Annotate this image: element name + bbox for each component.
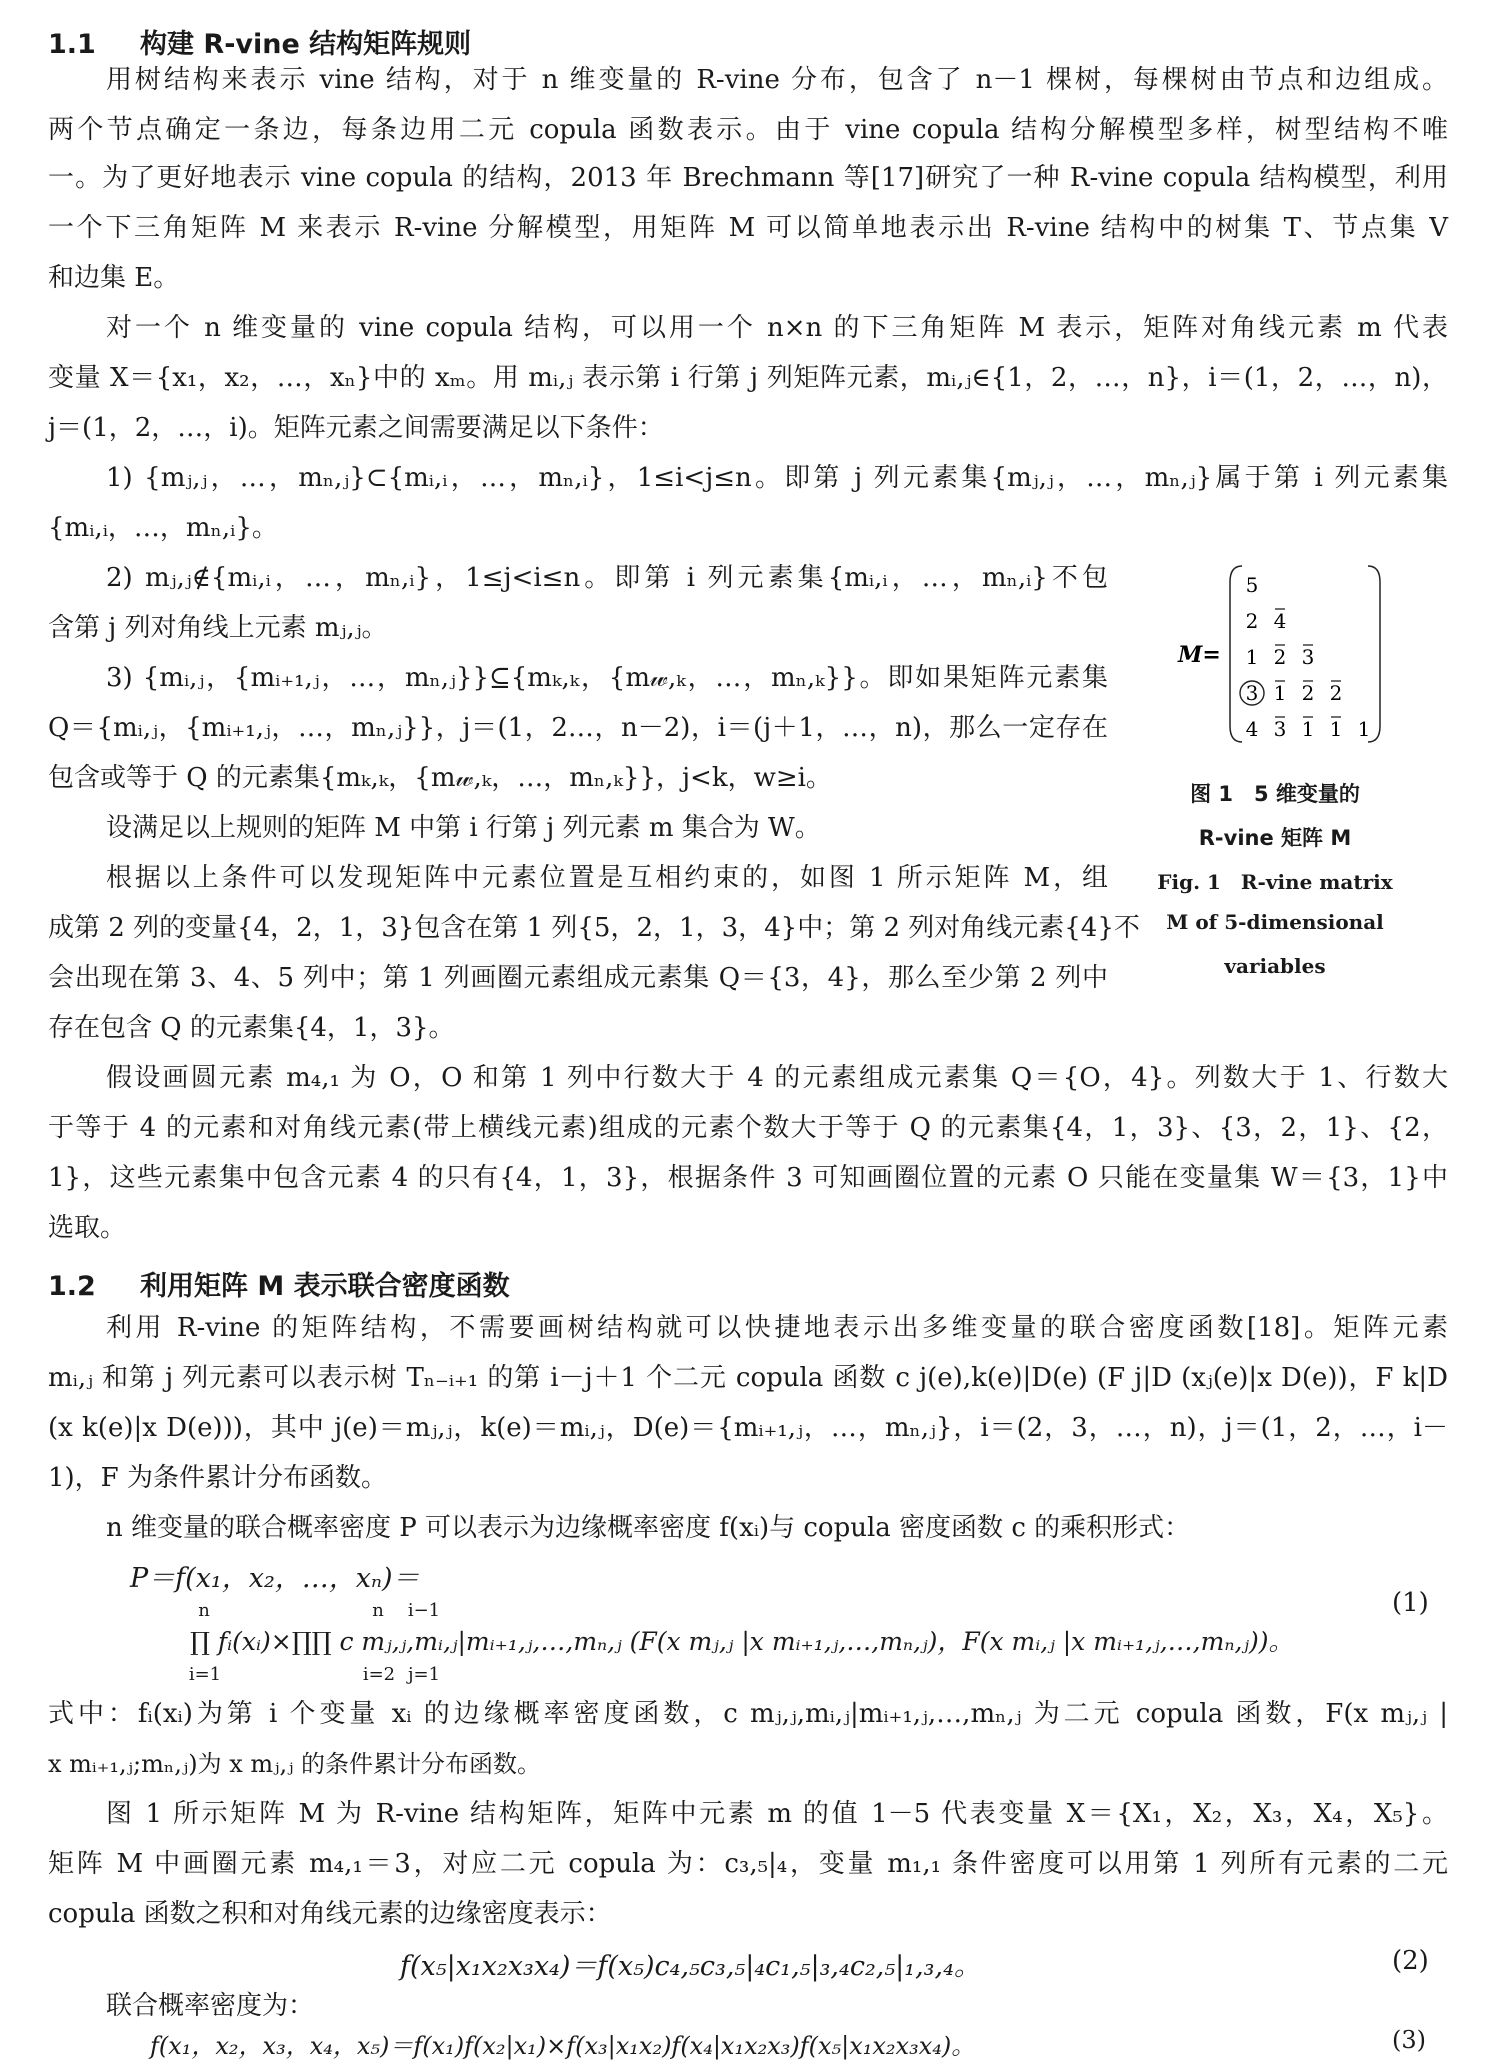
condition-3-line: 包含或等于 Q 的元素集{mₖ,ₖ，{m𝓌,ₖ，…，mₙ,ₖ}}，j<k，w≥i。 bbox=[48, 763, 832, 793]
matrix-element: 1 bbox=[1329, 717, 1343, 741]
paragraph-line: copula 函数之积和对角线元素的边缘密度表示： bbox=[48, 1899, 612, 1929]
condition-2-line: 2) mⱼ,ⱼ∉{mᵢ,ᵢ，…，mₙ,ᵢ}，1≤j<i≤n。即第 i 列元素集{mᵢ,ᵢ，…，mₙ,ᵢ}不包 bbox=[106, 563, 1108, 593]
matrix-element: 4 bbox=[1245, 717, 1259, 741]
figure-caption-en: Fig. 1 R-vine matrix bbox=[1157, 870, 1393, 894]
equation-3: f(x₁，x₂，x₃，x₄，x₅)＝f(x₁)f(x₂|x₁)×f(x₃|x₁x₂)f(x₄|x₁x₂x₃)f(x₅|x₁x₂x₃x₄)。 bbox=[150, 2032, 976, 2060]
paragraph-line: 利用 R-vine 的矩阵结构，不需要画树结构就可以快捷地表示出多维变量的联合密度函数[18]。矩阵元素 bbox=[106, 1313, 1448, 1343]
condition-1-line: 1) {mⱼ,ⱼ，…，mₙ,ⱼ}⊂{mᵢ,ᵢ，…，mₙ,ᵢ}，1≤i<j≤n。即第 j 列元素集{mⱼ,ⱼ，…，mₙ,ⱼ}属于第 i 列元素集 bbox=[106, 463, 1448, 493]
equation-number: (3) bbox=[1392, 2026, 1426, 2054]
figure-caption-en: M of 5-dimensional bbox=[1166, 910, 1384, 934]
paragraph-line: 于等于 4 的元素和对角线元素(带上横线元素)组成的元素个数大于等于 Q 的元素集{4，1，3}、{3，2，1}、{2， bbox=[48, 1113, 1448, 1143]
condition-3-line: 3) {mᵢ,ⱼ，{mᵢ₊₁,ⱼ，…，mₙ,ⱼ}}⊆{mₖ,ₖ，{m𝓌,ₖ，…，mₙ,ₖ}}。即如果矩阵元素集 bbox=[106, 663, 1108, 693]
paragraph-line: 图 1 所示矩阵 M 为 R-vine 结构矩阵，矩阵中元素 m 的值 1－5 代表变量 X＝{X₁，X₂，X₃，X₄，X₅}。 bbox=[106, 1799, 1448, 1829]
condition-1-line: {mᵢ,ᵢ，…，mₙ,ᵢ}。 bbox=[48, 513, 278, 543]
paragraph-line: mᵢ,ⱼ 和第 j 列元素可以表示树 Tₙ₋ᵢ₊₁ 的第 i－j＋1 个二元 copula 函数 c j(e),k(e)|D(e) (F j|D (xⱼ(e)|x D(e))，F k|D bbox=[48, 1363, 1448, 1393]
matrix-element: 4 bbox=[1273, 609, 1287, 633]
equation-number: (1) bbox=[1392, 1588, 1429, 1618]
paragraph-line: 1)，F 为条件累计分布函数。 bbox=[48, 1463, 387, 1493]
paragraph-line: 成第 2 列的变量{4，2，1，3}包含在第 1 列{5，2，1，3，4}中；第 2 列对角线元素{4}不 bbox=[48, 913, 1140, 943]
paragraph-line: j＝(1，2，…，i)。矩阵元素之间需要满足以下条件： bbox=[48, 413, 664, 443]
figure-caption-en: variables bbox=[1224, 954, 1326, 978]
paragraph-line: 式中：fᵢ(xᵢ)为第 i 个变量 xᵢ 的边缘概率密度函数，c mⱼ,ⱼ,mᵢ,ⱼ|mᵢ₊₁,ⱼ,…,mₙ,ⱼ 为二元 copula 函数，F(x mⱼ,ⱼ | bbox=[48, 1699, 1448, 1729]
matrix-element: 5 bbox=[1245, 573, 1259, 597]
paragraph-line: 用树结构来表示 vine 结构，对于 n 维变量的 R-vine 分布，包含了 n－1 棵树，每棵树由节点和边组成。 bbox=[106, 65, 1448, 95]
paragraph-line: 根据以上条件可以发现矩阵中元素位置是互相约束的，如图 1 所示矩阵 M，组 bbox=[106, 863, 1108, 893]
paragraph-line: 会出现在第 3、4、5 列中；第 1 列画圈元素组成元素集 Q＝{3，4}，那么至少第 2 列中 bbox=[48, 963, 1108, 993]
section-number: 1.1 bbox=[48, 29, 96, 60]
condition-2-line: 含第 j 列对角线上元素 mⱼ,ⱼ。 bbox=[48, 613, 388, 643]
matrix-element: 2 bbox=[1245, 609, 1259, 633]
product-lower-limit: j=1 bbox=[407, 1664, 441, 1685]
paragraph-line: 和边集 E。 bbox=[48, 263, 180, 293]
paragraph-line: 设满足以上规则的矩阵 M 中第 i 行第 j 列元素 m 集合为 W。 bbox=[106, 813, 821, 843]
matrix-svg bbox=[1160, 556, 1400, 746]
matrix-element: 3 bbox=[1245, 681, 1259, 705]
figure-caption-cn: 图 1 5 维变量的 bbox=[1190, 782, 1360, 806]
figure-1-matrix bbox=[1160, 556, 1400, 746]
matrix-element: 1 bbox=[1301, 717, 1315, 741]
paragraph-line: 对一个 n 维变量的 vine copula 结构，可以用一个 n×n 的下三角矩阵 M 表示，矩阵对角线元素 m 代表 bbox=[106, 313, 1448, 343]
section-number: 1.2 bbox=[48, 1271, 96, 1302]
paragraph-line: 联合概率密度为： bbox=[106, 1991, 315, 2021]
paragraph-line: 假设画圆元素 m₄,₁ 为 O，O 和第 1 列中行数大于 4 的元素组成元素集 Q＝{O，4}。列数大于 1、行数大 bbox=[106, 1063, 1448, 1093]
paragraph-line: 存在包含 Q 的元素集{4，1，3}。 bbox=[48, 1013, 455, 1043]
figure-caption-cn: R-vine 矩阵 M bbox=[1198, 826, 1352, 850]
paragraph-line: 矩阵 M 中画圈元素 m₄,₁＝3，对应二元 copula 为：c₃,₅|₄，变量 m₁,₁ 条件密度可以用第 1 列所有元素的二元 bbox=[48, 1849, 1448, 1879]
matrix-element: 2 bbox=[1273, 645, 1287, 669]
matrix-element: 2 bbox=[1329, 681, 1343, 705]
matrix-element: 1 bbox=[1245, 645, 1259, 669]
product-upper-limit: n bbox=[372, 1600, 384, 1621]
matrix-element: 3 bbox=[1273, 717, 1287, 741]
equation-number: (2) bbox=[1392, 1946, 1429, 1976]
matrix-left-bracket bbox=[1230, 566, 1242, 742]
equation-1-line-1: P＝f(x₁，x₂，…，xₙ)＝ bbox=[130, 1563, 420, 1594]
paragraph-line: 1}，这些元素集中包含元素 4 的只有{4，1，3}，根据条件 3 可知画圈位置的元素 O 只能在变量集 W＝{3，1}中 bbox=[48, 1163, 1448, 1193]
product-lower-limit: i=2 bbox=[362, 1664, 396, 1685]
matrix-element: 1 bbox=[1357, 717, 1371, 741]
equation-1-line-2: ∏ fᵢ(xᵢ)×∏∏ c mⱼ,ⱼ,mᵢ,ⱼ|mᵢ₊₁,ⱼ,…,mₙ,ⱼ (F(x mⱼ,ⱼ |x mᵢ₊₁,ⱼ,…,mₙ,ⱼ)，F(x mᵢ,ⱼ |x mᵢ₊₁,ⱼ,…,mₙ,ⱼ))。 bbox=[190, 1627, 1294, 1656]
paragraph-line: (x k(e)|x D(e)))，其中 j(e)＝mⱼ,ⱼ，k(e)＝mᵢ,ⱼ，D(e)＝{mᵢ₊₁,ⱼ，…，mₙ,ⱼ}，i＝(2，3，…，n)，j＝(1，2，…，i－ bbox=[48, 1413, 1448, 1443]
matrix-element: 2 bbox=[1301, 681, 1315, 705]
section-title: 利用矩阵 M 表示联合密度函数 bbox=[140, 1271, 510, 1302]
product-upper-limit: n bbox=[198, 1600, 210, 1621]
section-title: 构建 R-vine 结构矩阵规则 bbox=[140, 29, 472, 60]
paragraph-line: 两个节点确定一条边，每条边用二元 copula 函数表示。由于 vine copula 结构分解模型多样，树型结构不唯 bbox=[48, 115, 1448, 145]
paragraph-line: n 维变量的联合概率密度 P 可以表示为边缘概率密度 f(xᵢ)与 copula 密度函数 c 的乘积形式： bbox=[106, 1513, 1191, 1543]
equation-2: f(x₅|x₁x₂x₃x₄)＝f(x₅)c₄,₅c₃,₅|₄c₁,₅|₃,₄c₂,₅|₁,₃,₄。 bbox=[400, 1951, 981, 1982]
paragraph-line: 变量 X＝{x₁，x₂，…，xₙ}中的 xₘ。用 mᵢ,ⱼ 表示第 i 行第 j 列矩阵元素，mᵢ,ⱼ∈{1，2，…，n}，i＝(1，2，…，n)， bbox=[48, 363, 1449, 393]
product-upper-limit: i−1 bbox=[407, 1600, 441, 1621]
paragraph-line: x mᵢ₊₁,ⱼ;mₙ,ⱼ)为 x mⱼ,ⱼ 的条件累计分布函数。 bbox=[48, 1750, 542, 1778]
section-heading-1-2 bbox=[48, 1264, 510, 1303]
paragraph-line: 选取。 bbox=[48, 1213, 127, 1243]
paragraph-line: 一。为了更好地表示 vine copula 的结构，2013 年 Brechmann 等[17]研究了一种 R-vine copula 结构模型，利用 bbox=[48, 163, 1448, 193]
matrix-element: 3 bbox=[1301, 645, 1315, 669]
matrix-label: M= bbox=[1178, 642, 1221, 668]
product-lower-limit: i=1 bbox=[188, 1664, 222, 1685]
matrix-right-bracket bbox=[1368, 566, 1380, 742]
condition-3-line: Q＝{mᵢ,ⱼ，{mᵢ₊₁,ⱼ，…，mₙ,ⱼ}}，j＝(1，2…，n－2)，i＝(j＋1，…，n)，那么一定存在 bbox=[48, 713, 1108, 743]
section-heading-1-1 bbox=[48, 22, 471, 61]
paragraph-line: 一个下三角矩阵 M 来表示 R-vine 分解模型，用矩阵 M 可以简单地表示出 R-vine 结构中的树集 T、节点集 V bbox=[48, 213, 1448, 243]
matrix-element: 1 bbox=[1273, 681, 1287, 705]
